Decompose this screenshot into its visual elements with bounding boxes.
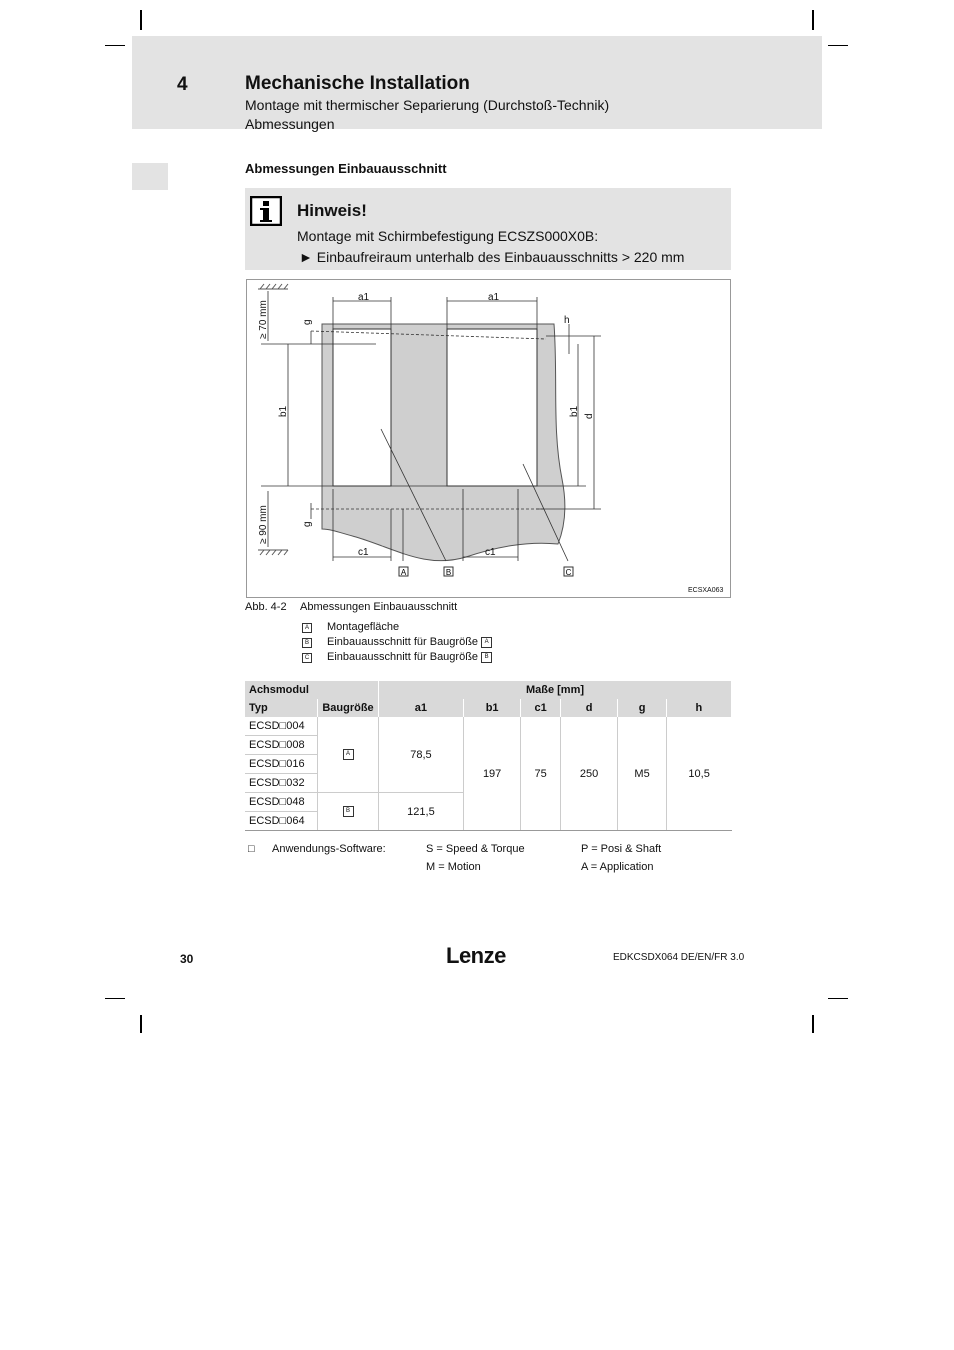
software-option: P = Posi & Shaft — [581, 843, 662, 855]
dim-label-d: d — [584, 413, 595, 419]
cell-d: 250 — [560, 717, 618, 831]
crop-mark — [140, 1015, 142, 1033]
dim-label-bottom-clearance: ≥ 90 mm — [258, 505, 269, 544]
side-tab — [132, 163, 168, 190]
dim-label-g: g — [302, 521, 313, 527]
cell-g: M5 — [618, 717, 666, 831]
note-title: Hinweis! — [297, 201, 367, 220]
cell-type: ECSD□008 — [245, 736, 318, 755]
dim-label-c1: c1 — [485, 547, 496, 558]
size-marker: A — [343, 749, 354, 760]
legend-marker: C — [302, 653, 312, 663]
col-header: c1 — [521, 699, 560, 717]
cell-size — [318, 793, 379, 831]
subtitle: Montage mit thermischer Separierung (Durchstoß-Technik) — [245, 97, 610, 113]
cell-a1: 121,5 — [379, 793, 464, 831]
cell-size — [318, 717, 379, 793]
note-bullet: ► Einbaufreiraum unterhalb des Einbauausschnitts > 220 mm — [299, 249, 685, 265]
section-heading: Abmessungen Einbauausschnitt — [245, 161, 447, 176]
note-text: Montage mit Schirmbefestigung ECSZS000X0B: — [297, 228, 599, 244]
col-header: Baugröße — [318, 699, 379, 717]
col-header: h — [666, 699, 731, 717]
info-icon — [250, 196, 282, 231]
dim-label-h: h — [564, 315, 570, 326]
figure-caption-number: Abb. 4-2 — [245, 601, 287, 613]
chapter-title: Mechanische Installation — [245, 73, 470, 94]
crop-mark — [812, 1015, 814, 1033]
dim-label-b1: b1 — [569, 405, 580, 417]
cell-c1: 75 — [521, 717, 560, 831]
marker-c: C — [565, 568, 572, 577]
header-band — [132, 36, 822, 129]
crop-mark — [105, 998, 125, 999]
table-header-row — [245, 681, 732, 699]
dim-label-g: g — [302, 319, 313, 325]
col-header: Typ — [245, 699, 318, 717]
drawing-id: ECSXA063 — [688, 587, 724, 594]
col-header: d — [560, 699, 618, 717]
table-bottom-rule — [245, 830, 732, 831]
size-marker: B — [343, 806, 354, 817]
dimension-drawing — [246, 279, 731, 598]
legend-ref: B — [481, 652, 492, 663]
table-group-header: Achsmodul — [245, 681, 379, 699]
cell-b1: 197 — [463, 717, 521, 831]
crop-mark — [105, 45, 125, 46]
legend-text — [327, 651, 492, 663]
col-header: g — [618, 699, 666, 717]
col-header: a1 — [379, 699, 464, 717]
figure-caption: Abmessungen Einbauausschnitt — [300, 601, 458, 613]
legend-text-label: Einbauausschnitt für Baugröße — [327, 651, 479, 663]
cell-a1: 78,5 — [379, 717, 464, 793]
cell-type: ECSD□032 — [245, 774, 318, 793]
brand-logo: Lenze — [446, 943, 506, 968]
marker-b: B — [445, 568, 452, 577]
legend-ref: A — [481, 637, 492, 648]
crop-mark — [828, 45, 848, 46]
software-label: Anwendungs-Software: — [272, 843, 386, 855]
crop-mark — [828, 998, 848, 999]
table-row — [245, 717, 732, 736]
dim-label-b1: b1 — [278, 405, 289, 417]
subtitle: Abmessungen — [245, 116, 335, 132]
software-symbol: □ — [248, 843, 255, 855]
table-header-row — [245, 699, 732, 717]
legend-text: Montagefläche — [327, 621, 400, 633]
legend-text — [327, 636, 492, 648]
cell-h: 10,5 — [688, 767, 710, 780]
table-group-header: Maße [mm] — [379, 681, 732, 699]
dim-label-c1: c1 — [358, 547, 369, 558]
crop-mark — [812, 10, 814, 30]
legend-marker: B — [302, 638, 312, 648]
cell-type: ECSD□048 — [245, 793, 318, 812]
dimensions-table — [245, 681, 732, 831]
cell-type: ECSD□016 — [245, 755, 318, 774]
legend-text-label: Einbauausschnitt für Baugröße — [327, 636, 479, 648]
dim-label-top-clearance: ≥ 70 mm — [258, 300, 269, 339]
chapter-number: 4 — [177, 74, 188, 95]
software-option: A = Application — [581, 861, 654, 873]
software-option: S = Speed & Torque — [426, 843, 525, 855]
legend-marker: A — [302, 623, 312, 633]
software-option: M = Motion — [426, 861, 481, 873]
dim-label-a1: a1 — [488, 292, 500, 303]
marker-a: A — [400, 568, 407, 577]
cell-type: ECSD□004 — [245, 717, 318, 736]
page-number: 30 — [180, 952, 194, 966]
document-id: EDKCSDX064 DE/EN/FR 3.0 — [613, 952, 745, 963]
crop-mark — [140, 10, 142, 30]
dim-label-a1: a1 — [358, 292, 370, 303]
cell-type: ECSD□064 — [245, 812, 318, 831]
col-header: b1 — [463, 699, 521, 717]
